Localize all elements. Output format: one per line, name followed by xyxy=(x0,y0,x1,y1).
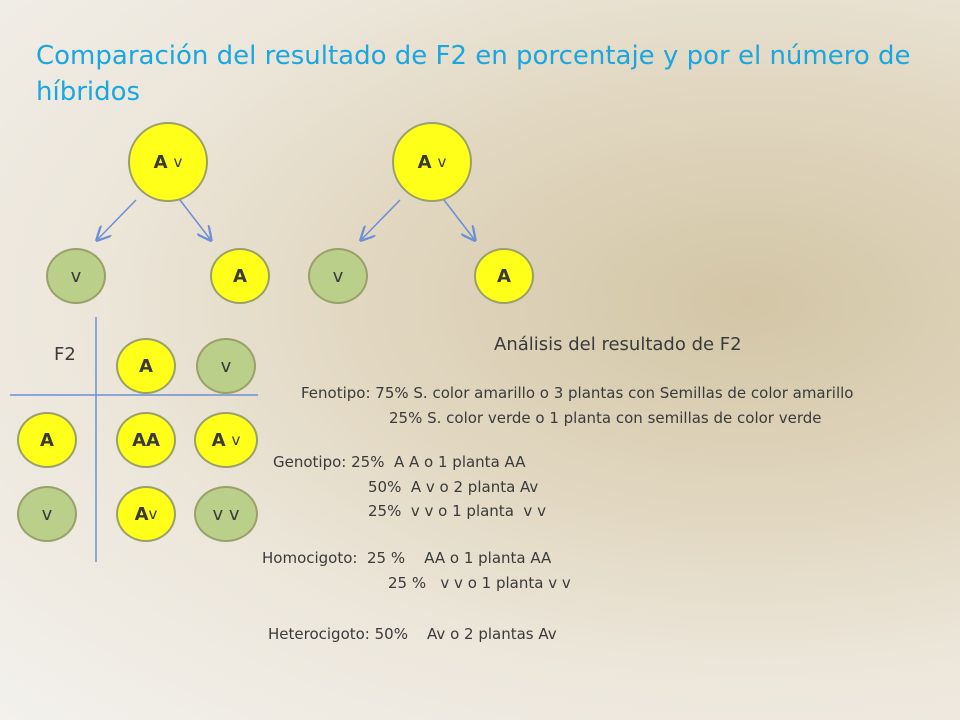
gamete-left-v xyxy=(46,248,106,304)
punnett-side-v-label: v xyxy=(41,503,53,525)
punnett-top-a-label: A xyxy=(139,355,153,377)
punnett-side-a-label: A xyxy=(40,429,54,451)
parent-left-main: A xyxy=(153,151,168,173)
homocigoto-line-2: 25 % v v o 1 planta v v xyxy=(388,574,571,592)
punnett-top-v xyxy=(196,338,256,394)
punnett-top-a xyxy=(116,338,176,394)
cell-av-small: v xyxy=(231,431,241,449)
gamete-left-a xyxy=(210,248,270,304)
gamete-right-a-label: A xyxy=(497,265,511,287)
punnett-top-v-label: v xyxy=(220,355,232,377)
punnett-side-a xyxy=(17,412,77,468)
cell-av-main: A xyxy=(211,429,226,451)
cell-va-main: A xyxy=(134,503,149,525)
gamete-left-a-label: A xyxy=(233,265,247,287)
parent-left-small: v xyxy=(173,153,183,171)
cell-vv-label: v v xyxy=(212,503,240,525)
fenotipo-line-1: Fenotipo: 75% S. color amarillo o 3 plantas con Semillas de color amarillo xyxy=(301,384,854,402)
analysis-heading: Análisis del resultado de F2 xyxy=(494,334,742,355)
arrow-left-2 xyxy=(180,200,210,239)
arrow-right-1 xyxy=(362,200,400,239)
cell-va xyxy=(116,486,176,542)
homocigoto-line-1: Homocigoto: 25 % AA o 1 planta AA xyxy=(262,549,552,567)
cell-va-small: v xyxy=(148,505,158,523)
punnett-side-v xyxy=(17,486,77,542)
cell-vv xyxy=(194,486,258,542)
cell-av xyxy=(194,412,258,468)
page-title: Comparación del resultado de F2 en porcentaje y por el número de híbridos xyxy=(36,41,911,107)
genotipo-line-3: 25% v v o 1 planta v v xyxy=(368,502,546,520)
fenotipo-line-2: 25% S. color verde o 1 planta con semillas de color verde xyxy=(389,409,822,427)
parent-right xyxy=(392,122,472,202)
gamete-left-v-label: v xyxy=(70,265,82,287)
parent-right-small: v xyxy=(437,153,447,171)
heterocigoto-line: Heterocigoto: 50% Av o 2 plantas Av xyxy=(268,625,557,643)
parent-left xyxy=(128,122,208,202)
f2-label: F2 xyxy=(54,344,76,365)
gamete-right-v-label: v xyxy=(332,265,344,287)
gamete-right-a xyxy=(474,248,534,304)
genotipo-line-1: Genotipo: 25% A A o 1 planta AA xyxy=(273,453,526,471)
parent-right-main: A xyxy=(417,151,432,173)
cell-aa-label: AA xyxy=(132,429,160,451)
arrow-left-1 xyxy=(98,200,136,239)
gamete-right-v xyxy=(308,248,368,304)
arrow-right-2 xyxy=(444,200,474,239)
genotipo-line-2: 50% A v o 2 planta Av xyxy=(368,478,539,496)
cell-aa xyxy=(116,412,176,468)
